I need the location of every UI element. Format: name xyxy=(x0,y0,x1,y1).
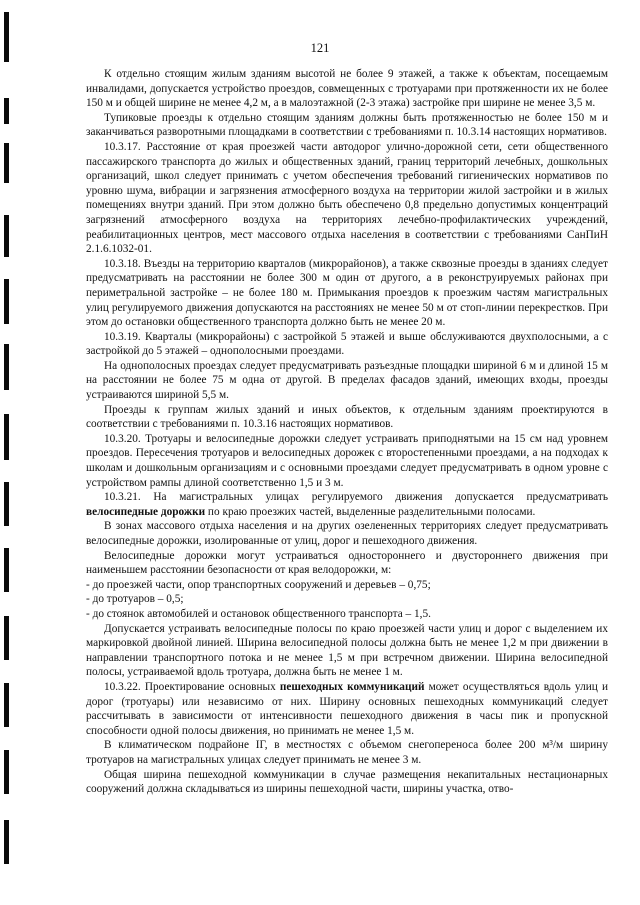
binding-marks xyxy=(0,0,12,905)
page-number: 121 xyxy=(310,41,330,55)
list-item xyxy=(86,592,608,607)
paragraph xyxy=(86,622,608,680)
paragraph xyxy=(86,738,608,767)
text-run: К отдельно стоящим жилым зданиям высотой не более 9 этажей, а также к объектам, посещаемым инвалидами, допускается устройство проездов, совмещенных с тротуарами при протяженности их не более 150 м и общей ширине не менее 4,2 м, а в малоэтажной (2-3 этажа) застройке при ширине не менее 3,5 м. xyxy=(86,68,608,110)
paragraph xyxy=(86,67,608,111)
text-run: В зонах массового отдыха населения и на других озелененных территориях следует предусматривать велосипедные дорожки, изолированные от улиц, дорог и пешеходного движения. xyxy=(86,520,608,547)
text-run: по краю проезжих частей, выделенные разделительными полосами. xyxy=(205,505,536,518)
text-run: - до тротуаров – 0,5; xyxy=(86,593,184,606)
paragraph xyxy=(86,432,608,490)
paragraph xyxy=(86,519,608,548)
text-run: может осуществляться вдоль улиц и дорог (тротуары) или независимо от них. Ширину основных пешеходных коммуникаций следует рассчитывать в зависимости от интенсивности пешеходного движения в часы пик и пропускной способности одной полосы движения, но принимать не менее 1,5 м. xyxy=(86,680,608,737)
paragraph xyxy=(86,257,608,330)
text-run: 10.3.18. Въезды на территорию кварталов (микрорайонов), а также сквозные проезды в зданиях следует предусматривать на расстоянии не более 300 м один от другого, а в реконструируемых районах при периметральной застройке – не более 180 м. Примыкания проездов к проезжим частям магистральных улиц регулируемого движения допускаются на расстояниях не менее 50 м от стоп-линии перекрестков. При этом до остановки общественного транспорта должно быть не менее 20 м. xyxy=(86,257,608,329)
text-run: Велосипедные дорожки могут устраиваться одностороннего и двустороннего движения при наименьшем расстоянии безопасности от края велодорожки, м: xyxy=(86,549,608,577)
paragraph xyxy=(86,768,608,797)
paragraph xyxy=(86,490,608,519)
text-run: 10.3.17. Расстояние от края проезжей части автодорог улично-дорожной сети, сети общественного пассажирского транспорта до жилых и общественных зданий, границ территорий лечебных, дошкольных организаций, школ следует принимать с учетом обеспечения требований гигиенических нормативов по уровню шума, вибрации и загрязнения атмосферного воздуха на территории жилой застройки и в жилых помещениях внутри зданий. При этом должно быть обеспечено 0,8 предельно допустимых концентраций загрязнений атмосферного воздуха на территориях лечебно-профилактических учреждений, реабилитационных центров, мест массового отдыха населения в соответствии с требованиями СанПиН 2.1.6.1032-01. xyxy=(86,140,608,256)
text-run: 10.3.21. На магистральных улицах регулируемого движения допускается предусматривать xyxy=(104,491,608,504)
text-run: 10.3.22. Проектирование основных xyxy=(104,680,280,693)
paragraph xyxy=(86,549,608,578)
list-item xyxy=(86,607,608,622)
text-run: 10.3.20. Тротуары и велосипедные дорожки следует устраивать приподнятыми на 15 см над уровнем проездов. Пересечения тротуаров и велосипедных дорожек с второстепенными проездами, а на подходах к школам и дошкольным организациям и с основными проездами следует предусматривать в одном уровне с устройством рампы длиной соответственно 1,5 и 3 м. xyxy=(86,432,608,489)
paragraph xyxy=(86,680,608,738)
text-run: - до стоянок автомобилей и остановок общественного транспорта – 1,5. xyxy=(86,607,431,620)
text-run: - до проезжей части, опор транспортных сооружений и деревьев – 0,75; xyxy=(86,578,431,591)
text-run: На однополосных проездах следует предусматривать разъездные площадки шириной 6 м и длиной 15 м на расстоянии не более 75 м одна от другой. В пределах фасадов зданий, имеющих входы, проезды устраиваются шириной 5,5 м. xyxy=(86,359,608,402)
paragraph xyxy=(86,330,608,359)
document-body xyxy=(86,67,608,797)
paragraph xyxy=(86,111,608,140)
text-run: 10.3.19. Кварталы (микрорайоны) с застройкой 5 этажей и выше обслуживаются двухполосными, а с застройкой до 5 этажей – однополосными проездами. xyxy=(86,330,608,358)
bold-term: пешеходных коммуникаций xyxy=(279,680,425,693)
text-run: Тупиковые проезды к отдельно стоящим зданиям должны быть протяженностью не более 150 м и заканчиваться разворотными площадками в соответствии с требованиями п. 10.3.14 настоящих нормативов. xyxy=(86,111,608,139)
text-run: Допускается устраивать велосипедные полосы по краю проезжей части улиц и дорог с выделением их маркировкой двойной линией. Ширина велосипедной полосы должна быть не менее 1,2 м при движении в направлении транспортного потока и не менее 1,5 м при встречном движении. Ширина велосипедной полосы, устраиваемой вдоль тротуара, должна быть не менее 1 м. xyxy=(86,622,608,679)
bold-term: велосипедные дорожки xyxy=(86,505,206,518)
paragraph xyxy=(86,359,608,403)
list-item xyxy=(86,578,608,593)
paragraph xyxy=(86,403,608,432)
text-run: Проезды к группам жилых зданий и иных объектов, к отдельным зданиям проектируются в соответствии с требованиями п. 10.3.16 настоящих нормативов. xyxy=(86,403,608,431)
text-run: В климатическом подрайоне IГ, в местностях с объемом снегопереноса более 200 м³/м ширину тротуаров на магистральных улицах следует принимать не менее 3 м. xyxy=(86,739,608,766)
paragraph xyxy=(86,140,608,257)
text-run: Общая ширина пешеходной коммуникации в случае размещения некапитальных нестационарных сооружений должна складываться из ширины пешеходной части, ширины участка, отво- xyxy=(86,768,608,796)
